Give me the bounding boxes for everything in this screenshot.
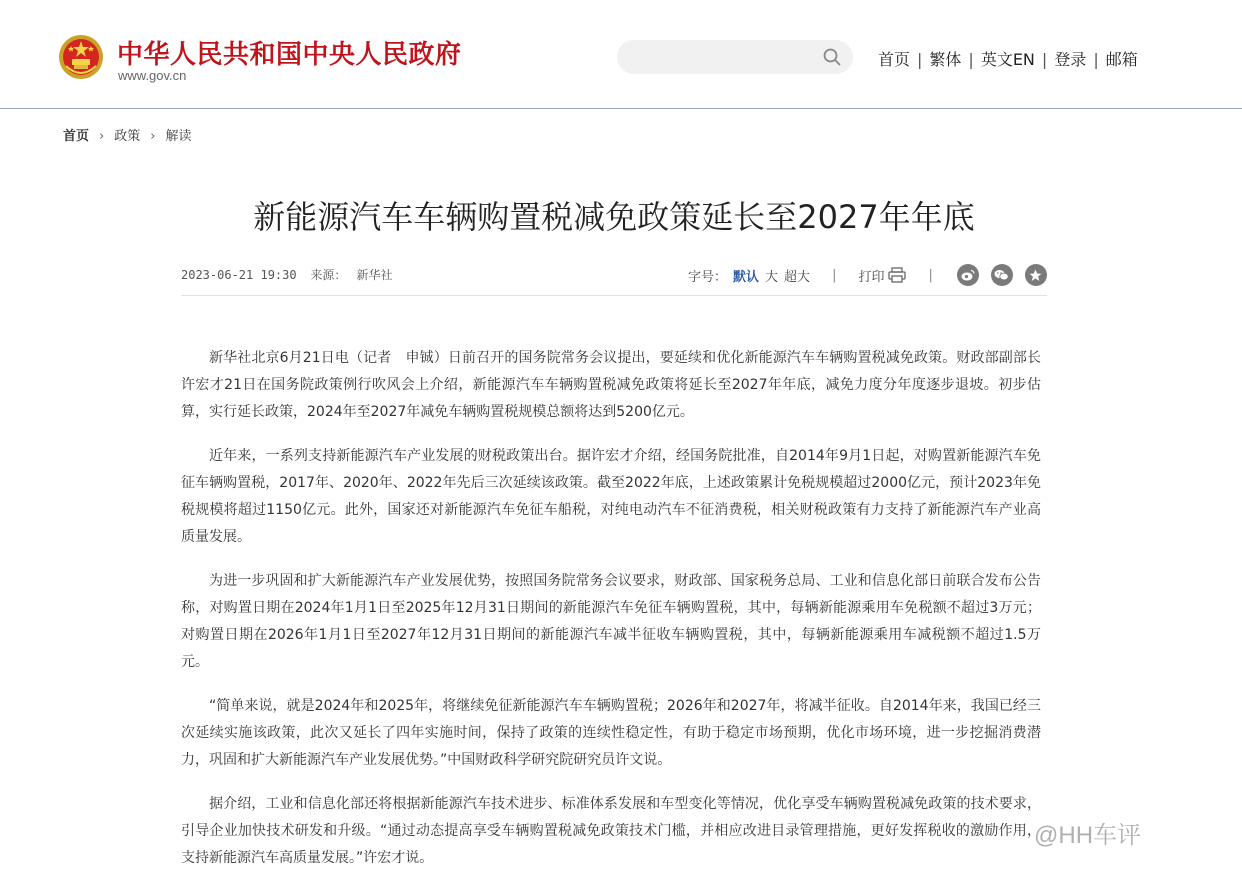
nav-login-link[interactable]: 登录 <box>1054 50 1087 69</box>
weibo-icon <box>961 269 975 281</box>
source-label: 来源： <box>310 268 347 282</box>
article-paragraph: 新华社北京6月21日电（记者 申铖）日前召开的国务院常务会议提出，要延续和优化新能源汽车车辆购置税减免政策。财政部副部长许宏才21日在国务院政策例行吹风会上介绍，新能源汽车车辆购置税减免政策将延长至2027年年底，减免力度分年度逐步退坡。初步估算，实行延长政策，2024年至2027年减免车辆购置税规模总额将达到5200亿元。 <box>181 350 1041 420</box>
article-paragraph: 近年来，一系列支持新能源汽车产业发展的财税政策出台。据许宏才介绍，经国务院批准，自2014年9月1日起，对购置新能源汽车免征车辆购置税，2017年、2020年、2022年先后三次延续该政策。截至2022年底，上述政策累计免税规模超过2000亿元，预计2023年免税规模将超过1150亿元。此外，国家还对新能源汽车免征车船税，对纯电动汽车不征消费税，相关财税政策有力支持了新能源汽车产业高质量发展。 <box>181 448 1041 545</box>
site-header <box>0 0 1242 109</box>
search-icon[interactable] <box>823 48 841 66</box>
share-wechat-button[interactable] <box>991 264 1013 286</box>
watermark: @HH车评 <box>1034 822 1142 849</box>
article-paragraph: 据介绍，工业和信息化部还将根据新能源汽车技术进步、标准体系发展和车型变化等情况，优化享受车辆购置税减免政策的技术要求，引导企业加快技术研发和升级。“通过动态提高享受车辆购置税减免政策技术门槛，并相应改进目录管理措施，更好发挥税收的激励作用，支持新能源汽车高质量发展。”许宏才说。 <box>181 796 1041 866</box>
article-body <box>181 345 1041 889</box>
chevron-right-icon: › <box>150 129 156 144</box>
national-emblem-icon[interactable] <box>58 34 104 80</box>
chevron-right-icon: › <box>99 129 105 144</box>
font-size-label: 字号： <box>688 269 728 285</box>
nav-mail-link[interactable]: 邮箱 <box>1105 50 1138 69</box>
nav-english-link[interactable]: 英文EN <box>980 50 1035 69</box>
article-paragraph: 为进一步巩固和扩大新能源汽车产业发展优势，按照国务院常务会议要求，财政部、国家税务总局、工业和信息化部日前联合发布公告称，对购置日期在2024年1月1日至2025年12月31日期间的新能源汽车免征车辆购置税，其中，每辆新能源乘用车免税额不超过3万元；对购置日期在2026年1月1日至2027年12月31日期间的新能源汽车减半征收车辆购置税，其中，每辆新能源乘用车减税额不超过1.5万元。 <box>181 573 1041 670</box>
breadcrumb-home[interactable]: 首页 <box>63 129 90 144</box>
article-meta <box>181 266 402 283</box>
site-title[interactable]: 中华人民共和国中央人民政府 <box>117 40 462 70</box>
nav-separator: | <box>1041 50 1048 69</box>
publish-date: 2023-06-21 19:30 <box>181 268 297 282</box>
tools-divider: | <box>832 267 837 283</box>
nav-separator: | <box>917 50 923 69</box>
nav-home-link[interactable]: 首页 <box>878 50 911 69</box>
nav-separator: | <box>968 50 974 69</box>
font-size-large[interactable]: 大 <box>765 269 779 285</box>
share-qzone-button[interactable] <box>1025 264 1047 286</box>
meta-divider <box>181 295 1047 296</box>
wechat-icon <box>994 269 1009 281</box>
nav-traditional-link[interactable]: 繁体 <box>929 50 962 69</box>
font-size-xlarge[interactable]: 超大 <box>784 269 811 285</box>
print-button[interactable] <box>858 266 906 285</box>
font-size-default[interactable]: 默认 <box>733 269 760 285</box>
breadcrumb <box>63 125 191 144</box>
article-paragraph: “简单来说，就是2024年和2025年，将继续免征新能源汽车车辆购置税；2026年和2027年，将减半征收。自2014年来，我国已经三次延续实施该政策，此次又延长了四年实施时间，保持了政策的连续性稳定性，有助于稳定市场预期，优化市场环境，进一步挖掘消费潜力，巩固和扩大新能源汽车产业发展优势。”中国财政科学研究院研究员许文说。 <box>181 698 1041 768</box>
qzone-star-icon <box>1029 269 1042 282</box>
article-tools <box>688 262 1047 288</box>
article-title: 新能源汽车车辆购置税减免政策延长至2027年年底 <box>253 198 975 236</box>
breadcrumb-interpretation[interactable]: 解读 <box>165 129 192 144</box>
tools-divider: | <box>928 267 933 283</box>
share-weibo-button[interactable] <box>957 264 979 286</box>
print-label: 打印 <box>858 269 885 285</box>
breadcrumb-policy[interactable]: 政策 <box>114 129 141 144</box>
nav-separator: | <box>1093 50 1099 69</box>
site-url: www.gov.cn <box>118 68 187 83</box>
search-input[interactable] <box>617 40 853 74</box>
printer-icon <box>888 267 906 283</box>
top-nav <box>878 47 1138 70</box>
source-name: 新华社 <box>356 268 393 282</box>
